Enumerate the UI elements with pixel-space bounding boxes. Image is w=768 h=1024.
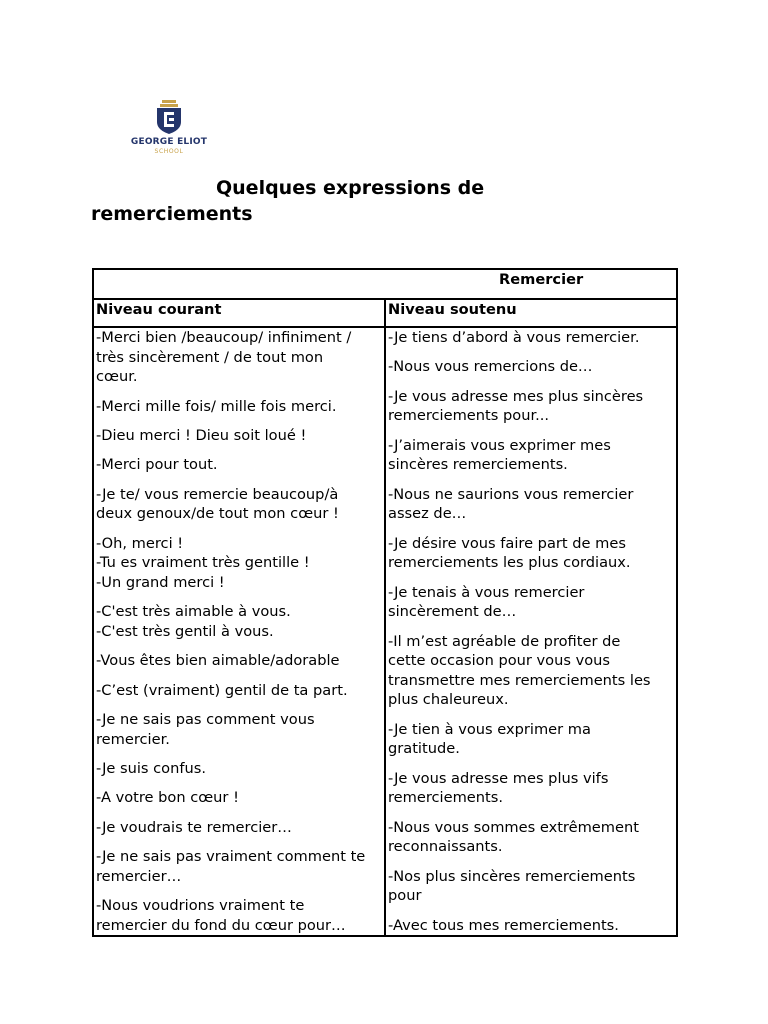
expression-line: -Un grand merci ! xyxy=(96,573,225,591)
page-title xyxy=(91,175,611,227)
expression-line: -Oh, merci ! xyxy=(96,534,184,552)
expression-item xyxy=(388,357,674,377)
expression-line: remerciements. xyxy=(388,789,503,807)
expression-line: -Je tiens d’abord à vous remercier. xyxy=(388,329,640,346)
expression-line: sincèrement de… xyxy=(388,603,517,621)
expression-item xyxy=(388,916,674,936)
expression-item xyxy=(388,583,674,622)
expression-item xyxy=(388,867,674,906)
expression-line: -Nous vous remercions de… xyxy=(388,358,593,376)
expression-line: -Je te/ vous remercie beaucoup/à xyxy=(96,485,339,503)
expression-line: transmettre mes remerciements les xyxy=(388,671,651,689)
expression-line: -Dieu merci ! Dieu soit loué ! xyxy=(96,426,307,444)
expression-item xyxy=(96,485,382,524)
school-logo xyxy=(110,88,228,164)
expression-item xyxy=(96,681,382,701)
expression-line: gratitude. xyxy=(388,740,460,758)
expression-line: -Nos plus sincères remerciements xyxy=(388,867,636,885)
expression-line: remerciements les plus cordiaux. xyxy=(388,554,631,572)
expression-line: remercier. xyxy=(96,730,170,748)
expression-line: -Merci mille fois/ mille fois merci. xyxy=(96,397,337,415)
expression-line: -C'est très gentil à vous. xyxy=(96,622,274,640)
expression-line: remercier du fond du cœur pour… xyxy=(96,916,346,934)
expression-item xyxy=(388,436,674,475)
expression-line: -Nous voudrions vraiment te xyxy=(96,897,305,915)
expression-line: assez de… xyxy=(388,505,467,523)
column-header-courant: Niveau courant xyxy=(93,299,385,327)
expression-line: remerciements pour... xyxy=(388,407,550,425)
expression-line: -Tu es vraiment très gentille ! xyxy=(96,554,310,572)
expression-item xyxy=(96,818,382,838)
expression-item xyxy=(388,328,674,348)
expression-line: reconnaissants. xyxy=(388,838,503,856)
expression-line: -Il m’est agréable de profiter de xyxy=(388,632,621,650)
expression-line: pour xyxy=(388,887,422,905)
title-line-1: Quelques expressions de xyxy=(216,177,485,199)
expression-line: remercier… xyxy=(96,867,182,885)
expression-item xyxy=(96,602,382,641)
expression-line: -J’aimerais vous exprimer mes xyxy=(388,436,611,454)
table-header: Remercier xyxy=(93,269,677,299)
expression-line: -A votre bon cœur ! xyxy=(96,789,239,807)
expression-line: -Nous ne saurions vous remercier xyxy=(388,485,634,503)
niveau-courant-cell xyxy=(93,327,385,936)
expression-line: plus chaleureux. xyxy=(388,691,509,709)
expression-line: deux genoux/de tout mon cœur ! xyxy=(96,505,339,523)
expression-line: -Je voudrais te remercier… xyxy=(96,818,292,836)
expression-line: -Je suis confus. xyxy=(96,760,206,778)
expression-item xyxy=(96,455,382,475)
expression-item xyxy=(96,896,382,935)
expression-line: -Je vous adresse mes plus sincères xyxy=(388,387,644,405)
expression-item xyxy=(388,485,674,524)
expression-item xyxy=(96,788,382,808)
school-name: GEORGE ELIOT xyxy=(130,137,208,147)
expression-item xyxy=(96,651,382,671)
expression-line: -Merci bien /beaucoup/ infiniment / xyxy=(96,329,352,346)
expression-item xyxy=(96,328,382,387)
expression-item xyxy=(388,534,674,573)
expression-item xyxy=(96,534,382,593)
expression-line: -Je ne sais pas vraiment comment te xyxy=(96,848,366,866)
expressions-table xyxy=(92,268,678,937)
expression-line: -Merci pour tout. xyxy=(96,456,218,474)
column-header-soutenu: Niveau soutenu xyxy=(385,299,677,327)
expression-line: -Nous vous sommes extrêmement xyxy=(388,818,639,836)
expression-line: cœur. xyxy=(96,368,138,386)
expression-line: -Je désire vous faire part de mes xyxy=(388,534,626,552)
expression-item xyxy=(388,632,674,710)
expression-line: cette occasion pour vous vous xyxy=(388,652,611,670)
expression-line: -Je tenais à vous remercier xyxy=(388,583,585,601)
shield-icon xyxy=(155,100,183,134)
expression-line: -Je vous adresse mes plus vifs xyxy=(388,769,609,787)
expression-item xyxy=(388,818,674,857)
expression-line: -Avec tous mes remerciements. xyxy=(388,916,619,934)
expression-item xyxy=(96,710,382,749)
expression-line: -C’est (vraiment) gentil de ta part. xyxy=(96,681,348,699)
expression-item xyxy=(96,397,382,417)
expression-line: -Vous êtes bien aimable/adorable xyxy=(96,652,340,670)
expression-item xyxy=(388,769,674,808)
expression-item xyxy=(388,387,674,426)
expressions-table-wrapper xyxy=(92,268,678,937)
expression-item xyxy=(388,720,674,759)
niveau-soutenu-cell xyxy=(385,327,677,936)
expression-item xyxy=(96,426,382,446)
expression-line: sincères remerciements. xyxy=(388,456,568,474)
expression-line: -Je ne sais pas comment vous xyxy=(96,711,315,729)
school-subtitle: SCHOOL xyxy=(154,148,184,155)
expression-line: -Je tien à vous exprimer ma xyxy=(388,720,591,738)
expression-item xyxy=(96,847,382,886)
expression-item xyxy=(96,759,382,779)
expression-line: -C'est très aimable à vous. xyxy=(96,603,291,621)
title-line-2: remerciements xyxy=(91,203,253,225)
expression-line: très sincèrement / de tout mon xyxy=(96,348,324,366)
